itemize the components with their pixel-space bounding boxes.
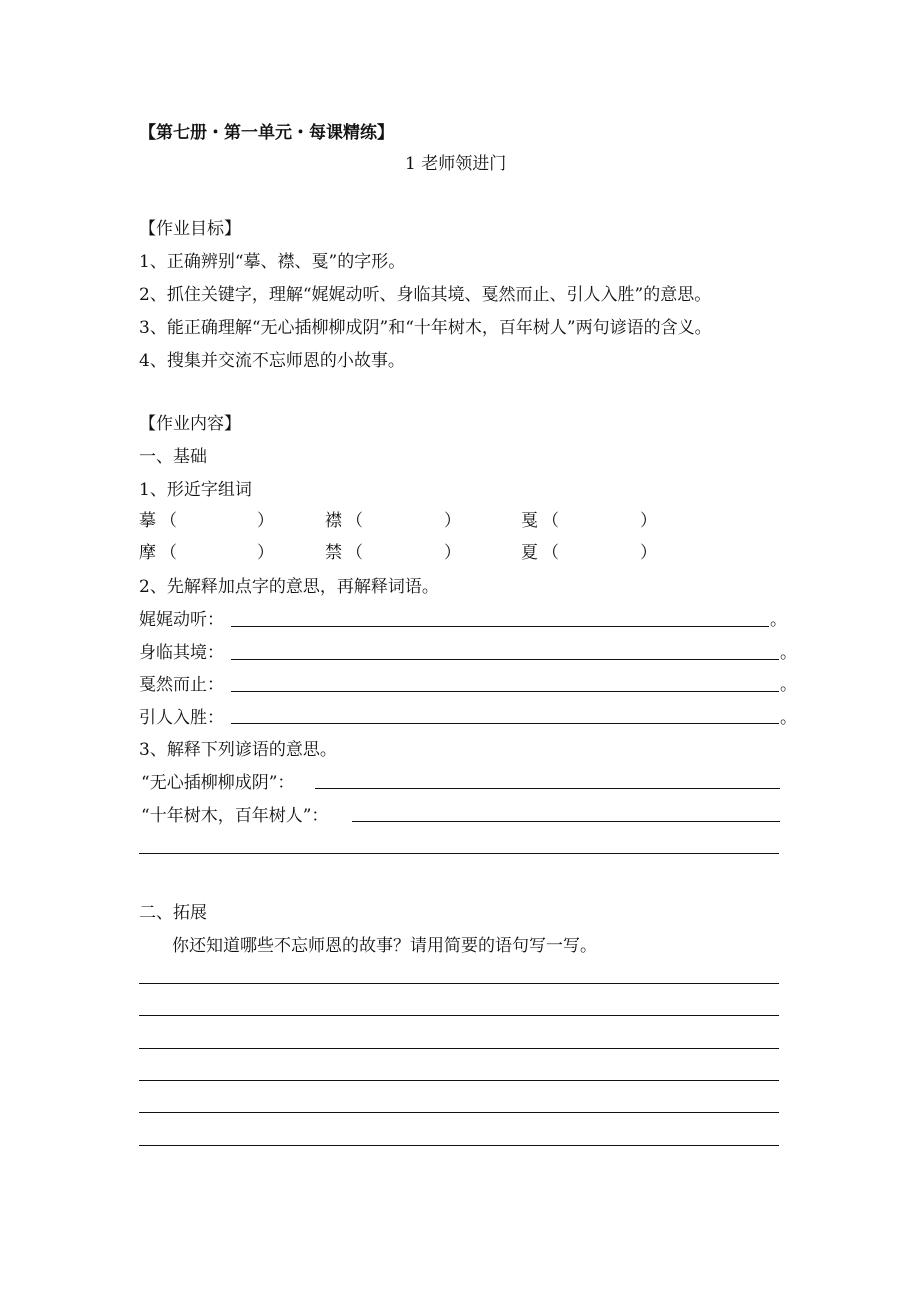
q2-end-4: 。 [780, 708, 797, 728]
answer-line[interactable] [139, 1048, 779, 1049]
paren-close: ） [640, 511, 657, 531]
goal-item-1: 1、正确辨别“摹、襟、戛”的字形。 [139, 252, 406, 272]
answer-line[interactable] [231, 626, 769, 627]
answer-line[interactable] [139, 1015, 779, 1016]
q1-char: 禁 [325, 543, 342, 563]
q1-char: 襟 [325, 511, 342, 531]
answer-line[interactable] [139, 853, 779, 854]
paren-open: （ [542, 543, 559, 563]
lesson-title: 1 老师领进门 [405, 154, 507, 174]
q1-char: 摹 [139, 511, 156, 531]
answer-line[interactable] [139, 983, 779, 984]
paren-close: ） [444, 543, 461, 563]
goal-item-4: 4、搜集并交流不忘师恩的小故事。 [139, 351, 405, 371]
answer-line[interactable] [139, 1112, 779, 1113]
part2-prompt: 你还知道哪些不忘师恩的故事？请用简要的语句写一写。 [172, 936, 597, 956]
answer-line[interactable] [231, 691, 779, 692]
paren-open: （ [346, 543, 363, 563]
q1-char: 夏 [521, 543, 538, 563]
q2-end-2: 。 [780, 643, 797, 663]
part1-title: 一、基础 [139, 447, 207, 467]
q1-char: 戛 [521, 511, 538, 531]
series-title: 【第七册・第一单元・每课精练】 [139, 123, 394, 143]
answer-line[interactable] [139, 1080, 779, 1081]
answer-line[interactable] [315, 788, 780, 789]
paren-close: ） [257, 543, 274, 563]
q2-end-3: 。 [780, 675, 797, 695]
answer-line[interactable] [352, 821, 780, 822]
goals-heading: 【作业目标】 [139, 219, 241, 239]
paren-open: （ [346, 511, 363, 531]
answer-line[interactable] [139, 1145, 779, 1146]
q3-label-2: “十年树木，百年树人”： [141, 806, 329, 826]
paren-open: （ [160, 511, 177, 531]
q1-title: 1、形近字组词 [139, 480, 252, 500]
q2-title: 2、先解释加点字的意思，再解释词语。 [139, 577, 439, 597]
answer-line[interactable] [231, 723, 779, 724]
paren-close: ） [257, 511, 274, 531]
goal-item-3: 3、能正确理解“无心插柳柳成阴”和“十年树木，百年树人”两句谚语的含义。 [139, 318, 712, 338]
goal-item-2: 2、抓住关键字，理解“娓娓动听、身临其境、戛然而止、引人入胜”的意思。 [139, 285, 712, 305]
q2-label-3: 戛然而止： [139, 675, 224, 695]
paren-close: ） [444, 511, 461, 531]
paren-open: （ [160, 543, 177, 563]
part2-title: 二、拓展 [139, 903, 207, 923]
q2-label-2: 身临其境： [139, 643, 224, 663]
paren-open: （ [542, 511, 559, 531]
q1-char: 摩 [139, 543, 156, 563]
q2-end-1: 。 [770, 610, 787, 630]
content-heading: 【作业内容】 [139, 414, 241, 434]
paren-close: ） [640, 543, 657, 563]
q3-title: 3、解释下列谚语的意思。 [139, 740, 337, 760]
answer-line[interactable] [231, 659, 779, 660]
q2-label-1: 娓娓动听： [139, 610, 224, 630]
q3-label-1: “无心插柳柳成阴”： [141, 773, 295, 793]
q2-label-4: 引人入胜： [139, 708, 224, 728]
